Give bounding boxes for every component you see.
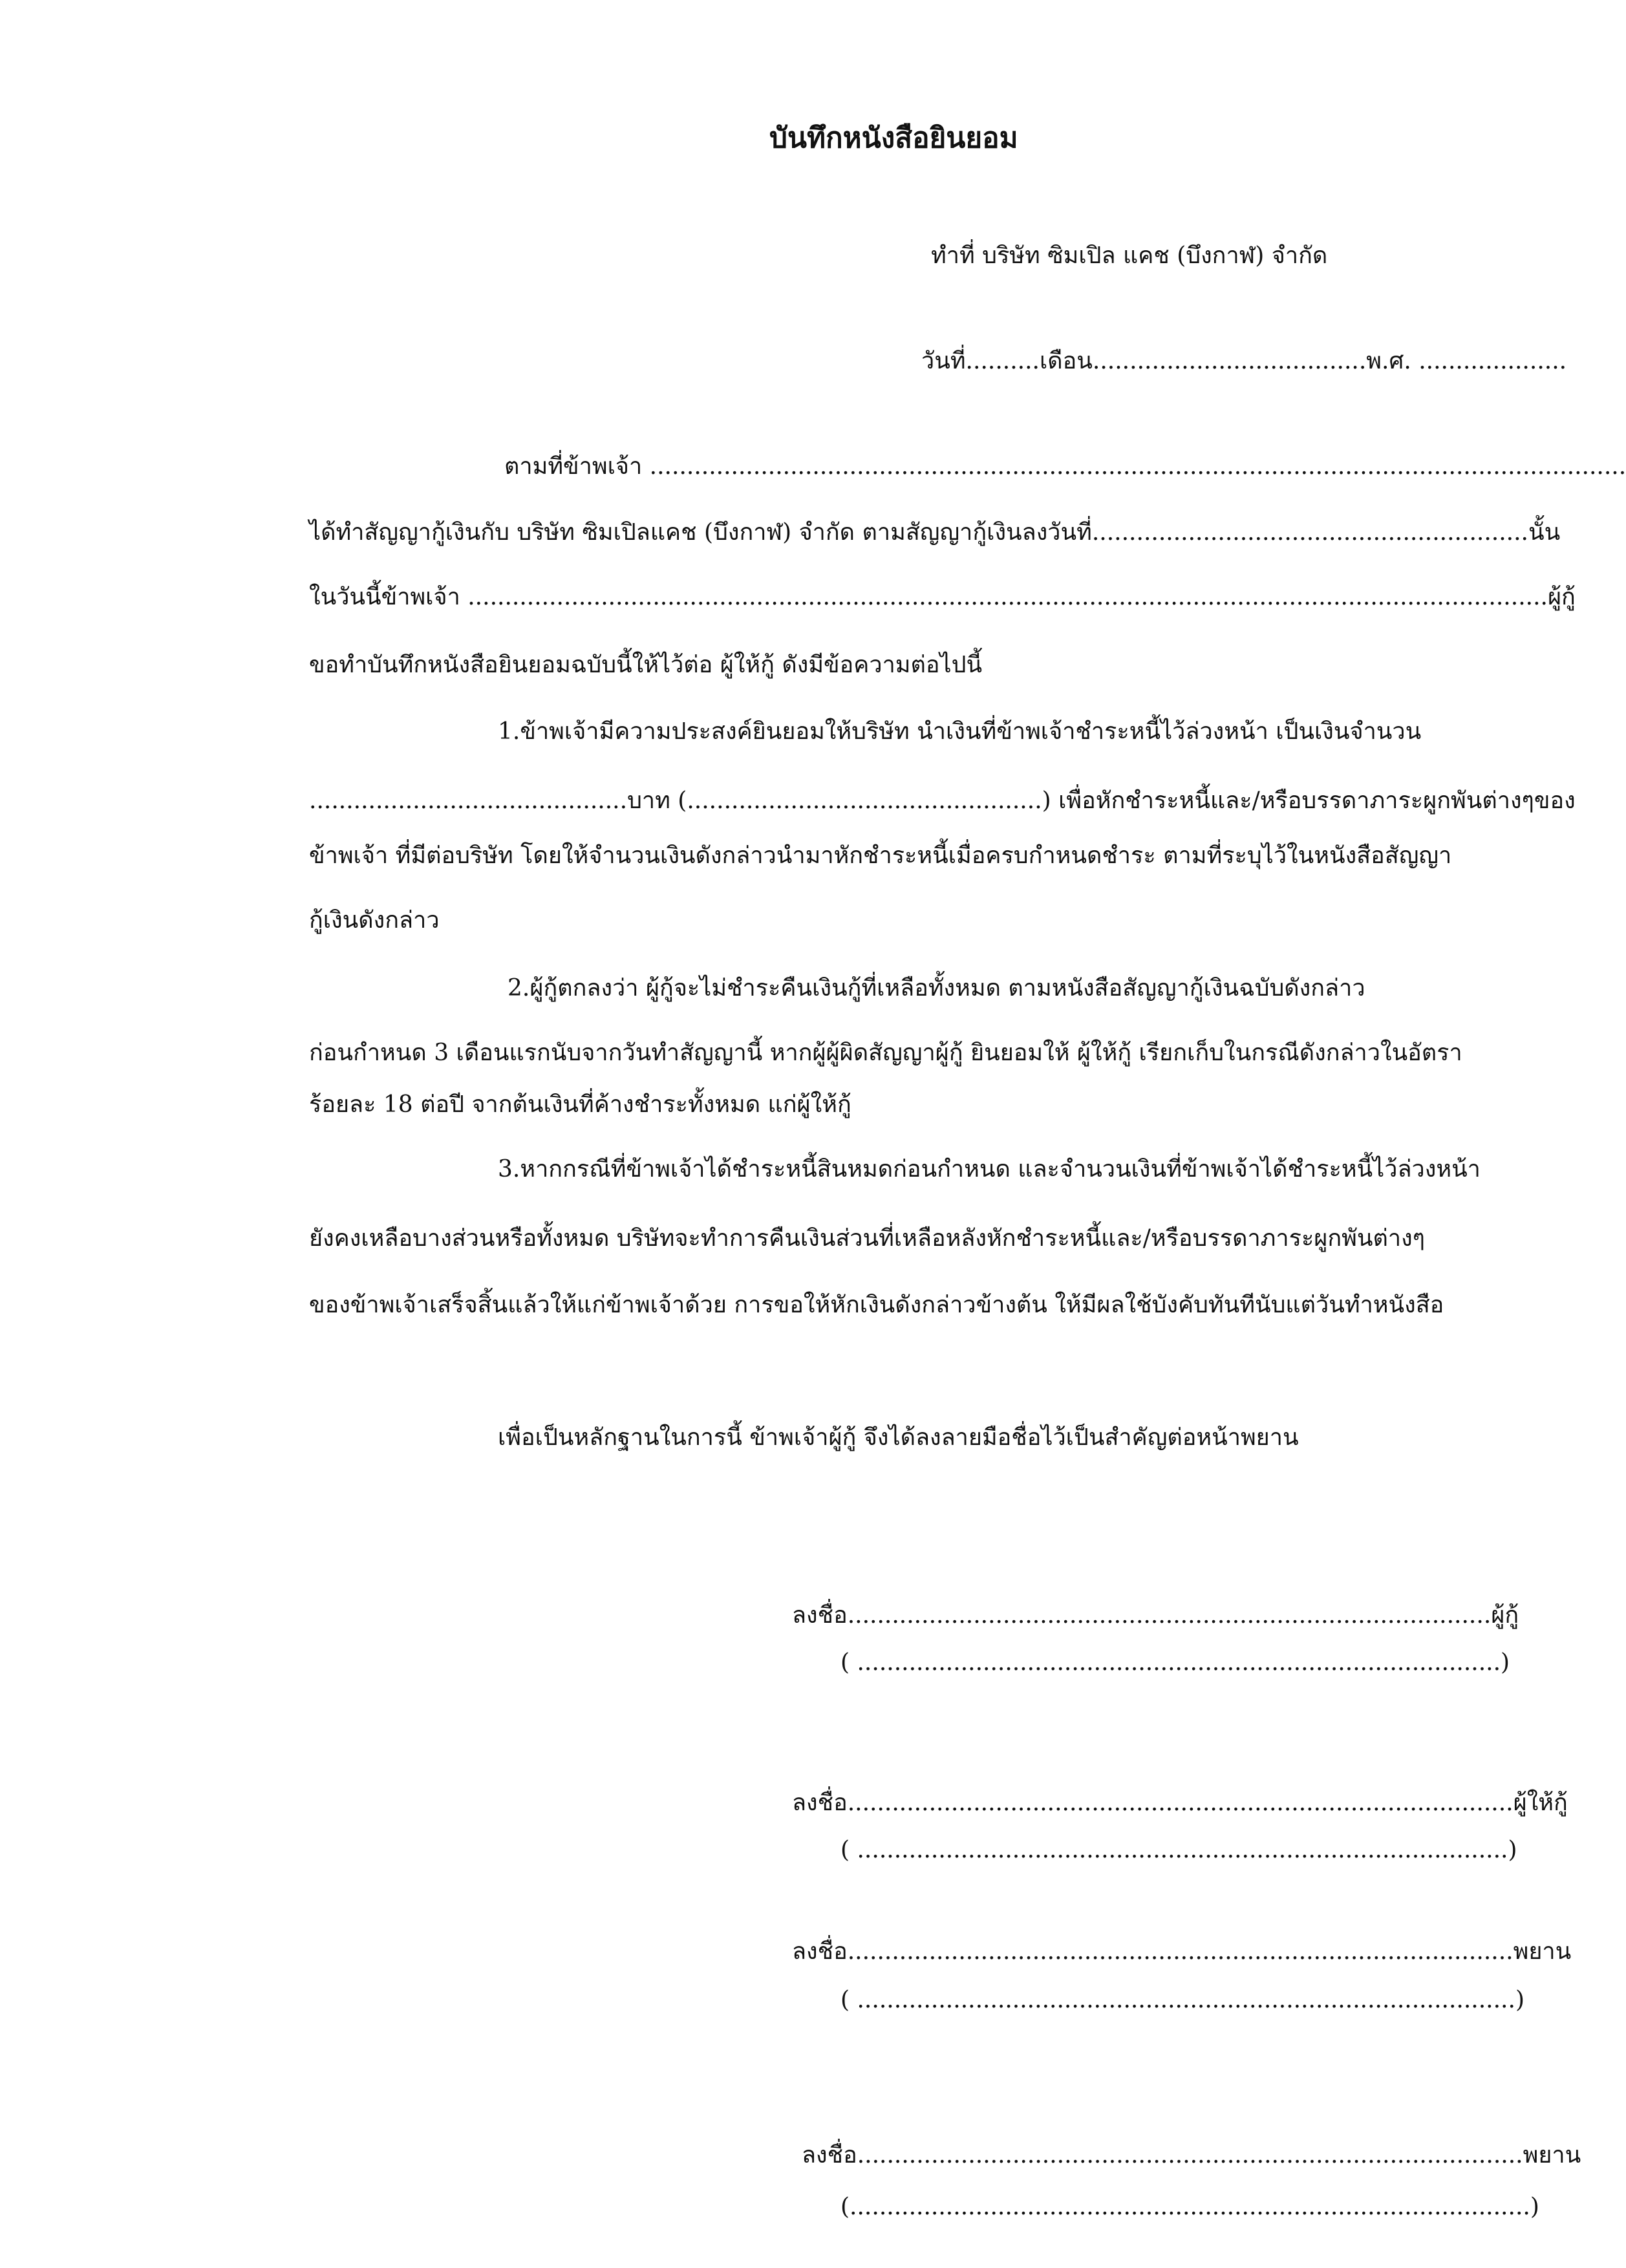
- signature-line: ลงชื่อ.......................................................................................ผู้กู้: [792, 1602, 1519, 1629]
- document-title: บันทึกหนังสือยินยอม: [769, 122, 1018, 155]
- clause-1-line-4: กู้เงินดังกล่าว: [309, 907, 440, 934]
- document-date: วันที่..........เดือน.....................................พ.ศ. ....................: [921, 348, 1567, 374]
- clause-3-line-2: ยังคงเหลือบางส่วนหรือทั้งหมด บริษัทจะทำการคืนเงินส่วนที่เหลือหลังหักชำระหนี้และ/หรือบรรดาภาระผูกพันต่างๆ: [309, 1225, 1426, 1252]
- clause-3-line-3: ของข้าพเจ้าเสร็จสิ้นแล้วให้แก่ข้าพเจ้าด้วย การขอให้หักเงินดังกล่าวข้างต้น ให้มีผลใช้บังคับทันทีนับแต่วันทำหนังสือ: [309, 1292, 1444, 1318]
- clause-2-line-1: 2.ผู้กู้ตกลงว่า ผู้กู้จะไม่ชำระคืนเงินกู้ที่เหลือทั้งหมด ตามหนังสือสัญญากู้เงินฉบับดังกล่าว: [508, 975, 1365, 1001]
- signature-line: ลงชื่อ..........................................................................................พยาน: [792, 1938, 1572, 1965]
- clause-1-line-2: ...........................................บาท (................................................) เพื่อหักชำระหนี้และ/หรือบรรดาภาระผูกพันต่างๆของ: [309, 787, 1576, 814]
- signature-name-line: ( .......................................................................................): [840, 1649, 1510, 1676]
- paragraph-today: ในวันนี้ข้าพเจ้า ..................................................................................................................................................ผู้กู้: [309, 584, 1576, 610]
- signature-line: ลงชื่อ..........................................................................................ผู้ให้กู้: [792, 1790, 1568, 1816]
- clause-2-line-3: ร้อยละ 18 ต่อปี จากต้นเงินที่ค้างชำระทั้งหมด แก่ผู้ให้กู้: [309, 1091, 851, 1118]
- clause-3-line-1: 3.หากกรณีที่ข้าพเจ้าได้ชำระหนี้สินหมดก่อนกำหนด และจำนวนเงินที่ข้าพเจ้าได้ชำระหนี้ไว้ล่วงหน้า: [498, 1156, 1481, 1182]
- closing-statement: เพื่อเป็นหลักฐานในการนี้ ข้าพเจ้าผู้กู้ จึงได้ลงลายมือชื่อไว้เป็นสำคัญต่อหน้าพยาน: [498, 1424, 1299, 1451]
- paragraph-borrower-name: ตามที่ข้าพเจ้า ....................................................................................................................................: [504, 453, 1626, 480]
- clause-2-line-2: ก่อนกำหนด 3 เดือนแรกนับจากวันทำสัญญานี้ หากผู้ผู้ผิดสัญญาผู้กู้ ยินยอมให้ ผู้ให้กู้ เรียกเก็บในกรณีดังกล่าวในอัตรา: [309, 1040, 1462, 1066]
- signature-name-line: ( ........................................................................................): [840, 1837, 1517, 1863]
- clause-1-line-1: 1.ข้าพเจ้ามีความประสงค์ยินยอมให้บริษัท นำเงินที่ข้าพเจ้าชำระหนี้ไว้ล่วงหน้า เป็นเงินจำนวน: [498, 718, 1422, 745]
- paragraph-contract: ได้ทำสัญญากู้เงินกับ บริษัท ซิมเปิลแคช (บึงกาฬ) จำกัด ตามสัญญากู้เงินลงวันที่...........................................................นั้น: [309, 519, 1561, 546]
- document-place: ทำที่ บริษัท ซิมเปิล แคช (บึงกาฬ) จำกัด: [931, 242, 1328, 269]
- paragraph-intro: ขอทำบันทึกหนังสือยินยอมฉบับนี้ให้ไว้ต่อ ผู้ให้กู้ ดังมีข้อความต่อไปนี้: [309, 652, 983, 678]
- signature-name-line: (............................................................................................): [840, 2194, 1539, 2220]
- clause-1-line-3: ข้าพเจ้า ที่มีต่อบริษัท โดยให้จำนวนเงินดังกล่าวนำมาหักชำระหนี้เมื่อครบกำหนดชำระ ตามที่ระบุไว้ในหนังสือสัญญา: [309, 842, 1452, 869]
- signature-name-line: ( .........................................................................................): [840, 1987, 1524, 2013]
- signature-line: ลงชื่อ..........................................................................................พยาน: [802, 2142, 1581, 2168]
